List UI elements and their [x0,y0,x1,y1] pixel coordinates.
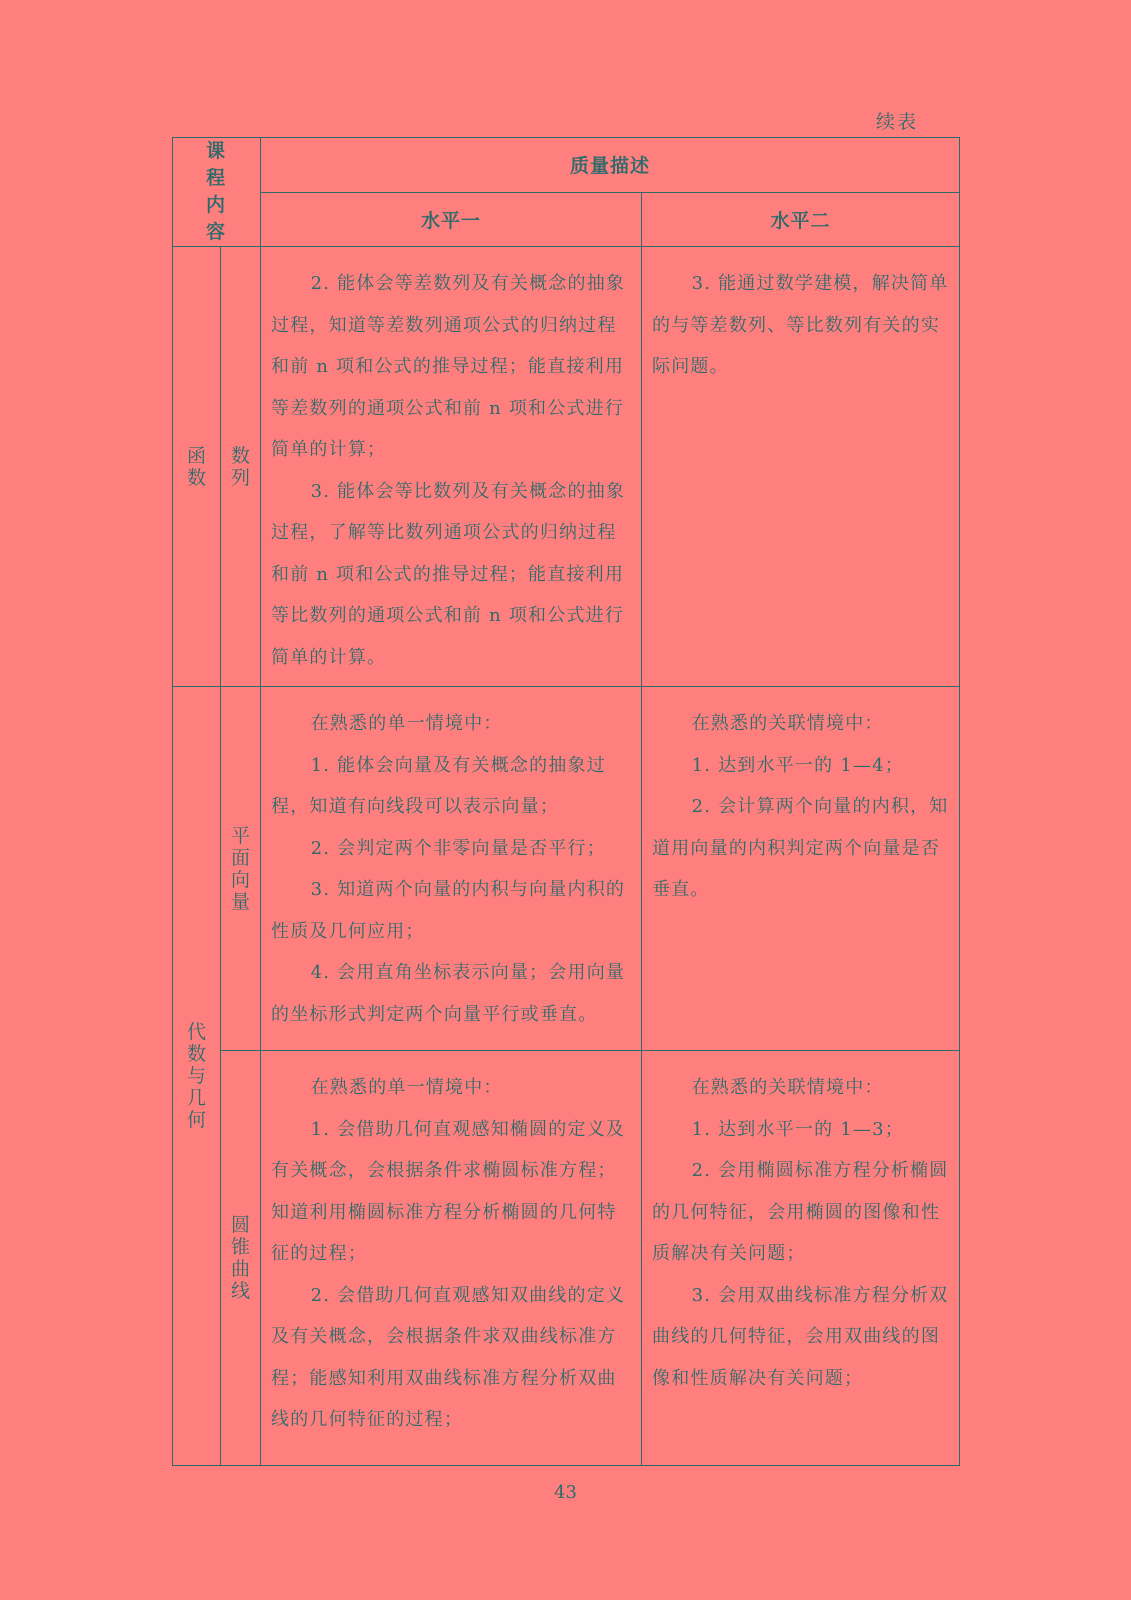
list-item: 在熟悉的单一情境中： [310,713,503,734]
level-one-header: 水平一 [261,192,642,247]
list-item: 在熟悉的关联情境中： [691,713,884,734]
list-item: 2. 会用椭圆标准方程分析椭圆的几何特征，会用椭圆的图像和性质解决有关问题； [652,1160,949,1264]
list-item: 1. 会借助几何直观感知椭圆的定义及有关概念，会根据条件求椭圆标准方程；知道利用椭圆标准方程分析椭圆的几何特征的过程； [271,1118,626,1264]
list-item: 在熟悉的单一情境中： [310,1077,503,1098]
list-item: 3. 知道两个向量的内积与向量内积的性质及几何应用； [271,879,626,942]
category-algebra-geometry: 代数与几何 [173,687,221,1466]
subcategory-conic-sections: 圆锥曲线 [221,1051,261,1466]
list-item: 3. 会用双曲线标准方程分析双曲线的几何特征，会用双曲线的图像和性质解决有关问题； [652,1284,949,1389]
list-item: 2. 会判定两个非零向量是否平行； [310,837,606,859]
list-item: 2. 能体会等差数列及有关概念的抽象过程，知道等差数列通项公式的归纳过程和前 n 项和公式的推导过程；能直接利用等差数列的通项公式和前 n 项和公式进行简单的计算； [271,273,626,460]
conics-level-one-cell [261,1051,642,1466]
list-item: 1. 能体会向量及有关概念的抽象过程，知道有向线段可以表示向量； [271,754,606,817]
subcategory-sequences: 数列 [221,247,261,687]
vectors-level-one-cell [261,687,642,1051]
quality-table [172,137,960,1466]
sequences-level-one-cell [261,247,642,687]
quality-description-header: 质量描述 [261,138,960,193]
list-item: 1. 达到水平一的 1—4； [691,754,904,776]
list-item: 3. 能体会等比数列及有关概念的抽象过程，了解等比数列通项公式的归纳过程和前 n 项和公式的推导过程；能直接利用等比数列的通项公式和前 n 项和公式进行简单的计算。 [271,480,626,668]
continued-label: 续表 [876,111,919,133]
level-two-header: 水平二 [642,192,960,247]
conics-level-two-cell [642,1051,960,1466]
vectors-level-two-cell [642,687,960,1051]
list-item: 在熟悉的关联情境中： [691,1077,884,1098]
course-content-header: 课程内容 [173,138,261,247]
list-item: 1. 达到水平一的 1—3； [691,1118,904,1140]
subcategory-plane-vectors: 平面向量 [221,687,261,1051]
list-item: 3. 能通过数学建模，解决简单的与等差数列、等比数列有关的实际问题。 [652,273,949,377]
page-number: 43 [554,1482,577,1503]
list-item: 2. 会计算两个向量的内积，知道用向量的内积判定两个向量是否垂直。 [652,796,949,900]
list-item: 4. 会用直角坐标表示向量；会用向量的坐标形式判定两个向量平行或垂直。 [271,962,626,1025]
sequences-level-two-cell [642,247,960,687]
category-functions: 函数 [173,247,221,687]
list-item: 2. 会借助几何直观感知双曲线的定义及有关概念，会根据条件求双曲线标准方程；能感知利用双曲线标准方程分析双曲线的几何特征的过程； [271,1284,626,1430]
